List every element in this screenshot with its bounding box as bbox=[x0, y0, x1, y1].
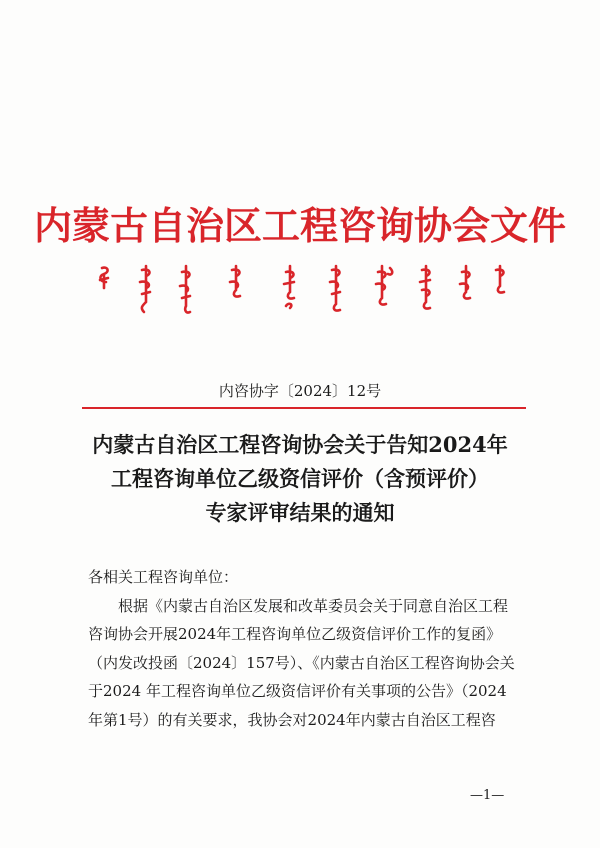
body-line: 根据《内蒙古自治区发展和改革委员会关于同意自治区工程 bbox=[118, 596, 509, 615]
notice-title-line: 内蒙古自治区工程咨询协会关于告知2024年 bbox=[92, 432, 508, 457]
mongolian-script-header bbox=[90, 262, 510, 322]
notice-title bbox=[0, 428, 600, 530]
org-header-title: 内蒙古自治区工程咨询协会文件 bbox=[33, 203, 566, 248]
salutation: 各相关工程咨询单位： bbox=[88, 568, 239, 586]
notice-title-line: 工程咨询单位乙级资信评价（含预评价） bbox=[111, 466, 489, 491]
body-line: 咨询协会开展2024年工程咨询单位乙级资信评价工作的复函》 bbox=[88, 625, 502, 643]
mongolian-script-graphic bbox=[90, 262, 510, 322]
body-line: 年第1号）的有关要求，我协会对2024年内蒙古自治区工程咨 bbox=[88, 710, 496, 729]
notice-body bbox=[88, 563, 528, 734]
notice-title-line: 专家评审结果的通知 bbox=[205, 500, 395, 525]
body-line: 于2024 年工程咨询单位乙级资信评价有关事项的公告》（2024 bbox=[88, 682, 507, 700]
page-number: —1— bbox=[470, 788, 505, 803]
body-line: （内发改投函〔2024〕157号）、《内蒙古自治区工程咨询协会关 bbox=[88, 653, 515, 672]
red-divider-line bbox=[82, 407, 526, 409]
document-number: 内咨协字〔2024〕12号 bbox=[218, 382, 382, 400]
